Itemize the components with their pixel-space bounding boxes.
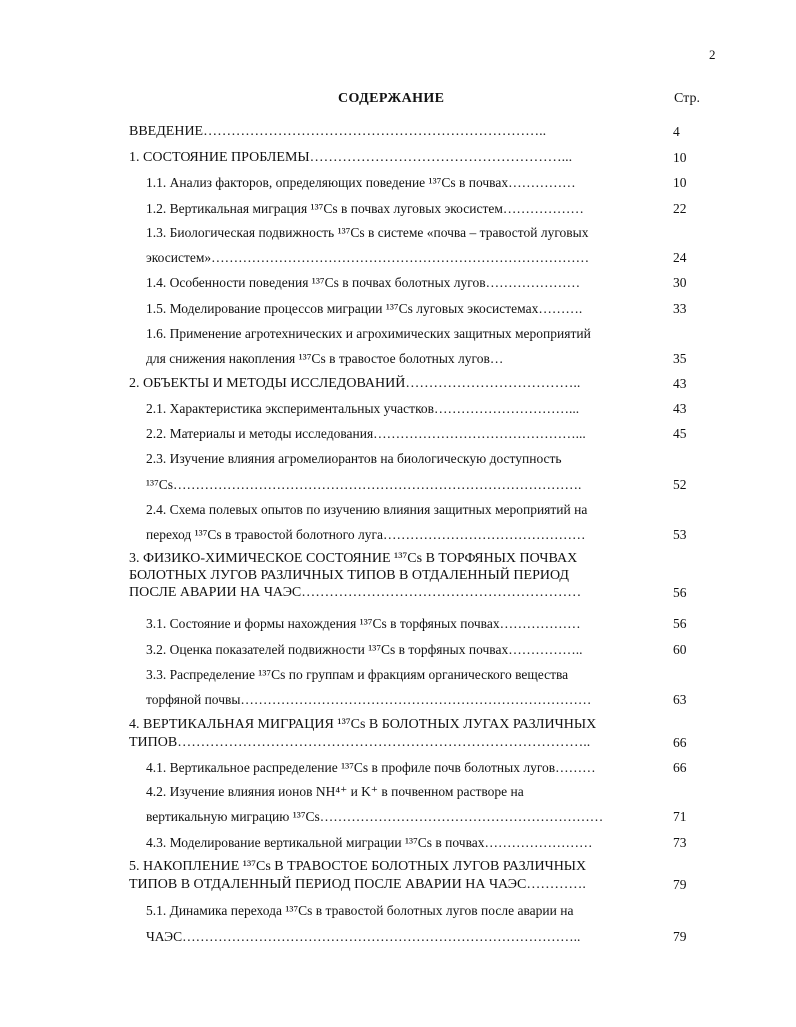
toc-entry-text: экосистем»………………………………………………………………………… [146, 250, 590, 265]
toc-entry-text: 5. НАКОПЛЕНИЕ ¹³⁷Cs В ТРАВОСТОЕ БОЛОТНЫХ ЛУГОВ РАЗЛИЧНЫХ [129, 859, 587, 874]
toc-entry-page: 71 [673, 809, 687, 824]
toc-entry-text: 1.6. Применение агротехнических и агрохимических защитных мероприятий [146, 326, 591, 341]
toc-entry-text: 2.4. Схема полевых опытов по изучению влияния защитных мероприятий на [146, 502, 588, 517]
toc-entry-text: 1. СОСТОЯНИЕ ПРОБЛЕМЫ………………………………………………... [129, 150, 573, 165]
toc-entry-page: 4 [673, 124, 680, 139]
toc-entry-text: переход ¹³⁷Cs в травостой болотного луга……………………………………… [146, 527, 586, 542]
toc-entry-page: 66 [673, 735, 687, 750]
toc-entry-page: 43 [673, 376, 687, 391]
toc-entry-text: 2.2. Материалы и методы исследования………………………………………... [146, 426, 586, 441]
toc-entry-page: 60 [673, 642, 687, 657]
toc-entry-text: 4.3. Моделирование вертикальной миграции ¹³⁷Cs в почвах…………………… [146, 835, 593, 850]
page-number: 2 [709, 47, 716, 62]
toc-entry-text: ВВЕДЕНИЕ……………………………………………………………….. [129, 124, 547, 139]
toc-entry-page: 63 [673, 692, 687, 707]
toc-entry-page: 43 [673, 401, 687, 416]
toc-entry-text: 1.3. Биологическая подвижность ¹³⁷Cs в системе «почва – травостой луговых [146, 225, 589, 240]
toc-entry-text: ТИПОВ В ОТДАЛЕННЫЙ ПЕРИОД ПОСЛЕ АВАРИИ НА ЧАЭС…………. [129, 877, 586, 892]
toc-entry-text: ТИПОВ…………………………………………………………………………….. [129, 735, 591, 750]
toc-entry-page: 33 [673, 301, 687, 316]
toc-entry-page: 56 [673, 616, 687, 631]
toc-entry-text: 3.1. Состояние и формы нахождения ¹³⁷Cs в торфяных почвах……………… [146, 616, 581, 631]
toc-entry-page: 79 [673, 929, 687, 944]
toc-entry-page: 52 [673, 477, 687, 492]
toc-entry-text: 3. ФИЗИКО-ХИМИЧЕСКОЕ СОСТОЯНИЕ ¹³⁷Cs В ТОРФЯНЫХ ПОЧВАХ [129, 551, 578, 566]
toc-entry-text: БОЛОТНЫХ ЛУГОВ РАЗЛИЧНЫХ ТИПОВ В ОТДАЛЕННЫЙ ПЕРИОД [129, 568, 569, 583]
toc-entry-text: ЧАЭС…………………………………………………………………………….. [146, 929, 581, 944]
toc-entry-text: 3.3. Распределение ¹³⁷Cs по группам и фракциям органического вещества [146, 667, 569, 682]
toc-entry-page: 22 [673, 201, 687, 216]
toc-entry-text: 1.4. Особенности поведения ¹³⁷Cs в почвах болотных лугов………………… [146, 275, 581, 290]
toc-entry-text: 5.1. Динамика перехода ¹³⁷Cs в травостой болотных лугов после аварии на [146, 903, 574, 918]
toc-entry-text: 4.2. Изучение влияния ионов NH⁴⁺ и K⁺ в почвенном растворе на [146, 784, 524, 799]
toc-entry-page: 66 [673, 760, 687, 775]
toc-entry-page: 53 [673, 527, 687, 542]
toc-entry-text: 2.3. Изучение влияния агромелиорантов на биологическую доступность [146, 451, 562, 466]
toc-entry-page: 79 [673, 877, 687, 892]
toc-entry-text: вертикальную миграцию ¹³⁷Cs……………………………………………………… [146, 809, 604, 824]
toc-entry-page: 45 [673, 426, 687, 441]
toc-entry-page: 35 [673, 351, 687, 366]
toc-entry-text: 2.1. Характеристика экспериментальных участков…………………………... [146, 401, 580, 416]
toc-entry-text: 1.2. Вертикальная миграция ¹³⁷Cs в почвах луговых экосистем……………… [146, 201, 584, 216]
toc-entry-page: 56 [673, 585, 687, 600]
toc-entry-text: торфяной почвы…………………………………………………………………… [146, 692, 592, 707]
toc-entry-text: 1.5. Моделирование процессов миграции ¹³⁷Cs луговых экосистемах………. [146, 301, 583, 316]
toc-entry-page: 24 [673, 250, 687, 265]
toc-entry-page: 30 [673, 275, 687, 290]
toc-entry-page: 73 [673, 835, 687, 850]
toc-entry-page: 10 [673, 150, 687, 165]
toc-entry-text: 3.2. Оценка показателей подвижности ¹³⁷Cs в торфяных почвах…………….. [146, 642, 583, 657]
page-column-label: Стр. [674, 91, 700, 106]
toc-entry-text: ¹³⁷Cs………………………………………………………………………………. [146, 477, 582, 492]
toc-entry-text: 4.1. Вертикальное распределение ¹³⁷Cs в профиле почв болотных лугов……… [146, 760, 596, 775]
toc-entry-text: 4. ВЕРТИКАЛЬНАЯ МИГРАЦИЯ ¹³⁷Cs В БОЛОТНЫХ ЛУГАХ РАЗЛИЧНЫХ [129, 717, 597, 732]
toc-entry-text: 1.1. Анализ факторов, определяющих поведение ¹³⁷Cs в почвах…………… [146, 175, 576, 190]
toc-entry-page: 10 [673, 175, 687, 190]
toc-entry-text: 2. ОБЪЕКТЫ И МЕТОДЫ ИССЛЕДОВАНИЙ……………………………….. [129, 376, 581, 391]
page-title: СОДЕРЖАНИЕ [338, 91, 445, 106]
toc-entry-text: ПОСЛЕ АВАРИИ НА ЧАЭС…………………………………………………… [129, 585, 582, 600]
toc-entry-text: для снижения накопления ¹³⁷Cs в травостое болотных лугов… [146, 351, 504, 366]
